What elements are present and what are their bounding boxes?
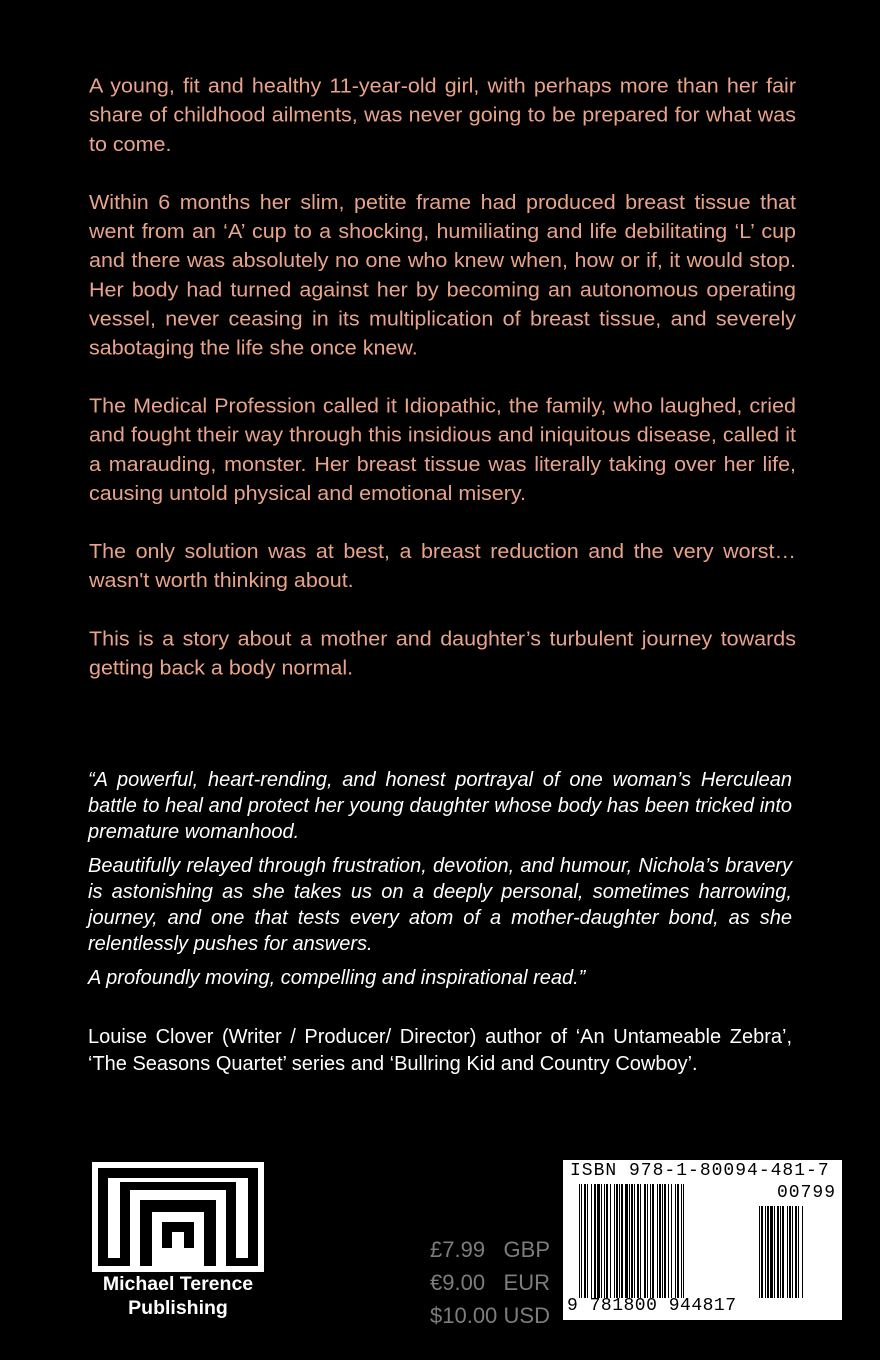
barcode-bar (664, 1184, 666, 1298)
review-paragraph: Beautifully relayed through frustration, devotion, and humour, Nichola’s bravery is astonishing as she takes us on a deeply personal, sometimes harrowing, journey, and one that tests every atom of a mother-daughter bond, as she relentlessly pushes for answers. (88, 855, 792, 955)
ean-digits: 9 781800 944817 (567, 1296, 737, 1316)
price-amount: £7.99 (430, 1237, 486, 1262)
blurb-paragraph: The Medical Profession called it Idiopathic, the family, who laughed, cried and fought their way through this insidious and iniquitous disease, called it a marauding, monster. Her breast tissue was literally taking over her life, causing untold physical and emotional misery. (89, 394, 796, 505)
price-amount: €9.00 (430, 1270, 486, 1295)
barcode-bar (759, 1206, 760, 1298)
barcode-bar (668, 1184, 669, 1298)
barcode-bar (789, 1206, 791, 1298)
barcode-bar (787, 1206, 788, 1298)
publisher-logo-icon (92, 1162, 264, 1272)
barcode-bar (616, 1184, 618, 1298)
barcode-bar (650, 1184, 651, 1298)
review-paragraph: A profoundly moving, compelling and inspirational read.” (88, 967, 586, 989)
publisher-name-line: Publishing (128, 1297, 228, 1319)
blurb-section (89, 72, 796, 712)
barcode-bar (601, 1184, 602, 1298)
barcode-bar (597, 1184, 600, 1298)
barcode-bar (647, 1184, 648, 1298)
barcode-bar (792, 1206, 793, 1298)
review-quote (88, 767, 792, 999)
barcode-addon-bars-icon (759, 1206, 835, 1298)
price-row (430, 1299, 550, 1332)
barcode-bar (677, 1184, 679, 1298)
review-paragraph: “A powerful, heart-rending, and honest portrayal of one woman’s Herculean battle to heal and protect her young daughter whose body has been tricked into premature womanhood. (88, 769, 792, 843)
barcode-price-code: 00799 (776, 1183, 836, 1203)
price-currency: GBP (503, 1237, 550, 1262)
barcode-bar (675, 1184, 676, 1298)
barcode-bar (777, 1206, 779, 1298)
barcode-bar (644, 1184, 646, 1298)
barcode-bar (640, 1184, 641, 1298)
price-currency: USD (503, 1303, 550, 1328)
barcode-bar (761, 1206, 763, 1298)
barcode-bar (584, 1184, 586, 1298)
barcode-bar (765, 1206, 766, 1298)
price-list (430, 1233, 550, 1332)
barcode-bar (579, 1184, 580, 1298)
barcode-bar (798, 1206, 799, 1298)
publisher-name (80, 1272, 276, 1320)
barcode-bar (610, 1184, 611, 1298)
barcode-bar (619, 1184, 620, 1298)
price-row (430, 1233, 550, 1266)
blurb-paragraph: Within 6 months her slim, petite frame had produced breast tissue that went from an ‘A’ cup to a shocking, humiliating and life debilitating ‘L’ cup and there was absolutely no one who knew when, how or if, it would stop. Her body had turned against her by becoming an autonomous operating vessel, never ceasing in its multiplication of breast tissue, and severely sabotaging the life she once knew. (89, 191, 796, 360)
blurb-paragraph: A young, fit and healthy 11-year-old girl, with perhaps more than her fair share of childhood ailments, was never going to be prepared for what was to come. (89, 74, 796, 156)
barcode-bar (774, 1206, 775, 1298)
barcode-bar (604, 1184, 605, 1298)
barcode-bar (594, 1184, 596, 1298)
barcode-bar (591, 1184, 592, 1298)
price-currency: EUR (503, 1270, 550, 1295)
isbn-label: ISBN 978-1-80094-481-7 (570, 1161, 830, 1181)
price-row (430, 1266, 550, 1299)
barcode-bar (795, 1206, 797, 1298)
barcode-bar (652, 1184, 654, 1298)
barcode-bar (581, 1184, 582, 1298)
barcode-bar (634, 1184, 635, 1298)
barcode-bar (659, 1184, 661, 1298)
blurb-paragraph: This is a story about a mother and daughter’s turbulent journey towards getting back a body normal. (89, 627, 796, 680)
barcode-bar (657, 1184, 658, 1298)
barcode-bar (606, 1184, 608, 1298)
review-attribution: Louise Clover (Writer / Producer/ Director) author of ‘An Untameable Zebra’, ‘The Seasons Quartet’ series and ‘Bullring Kid and Country Cowboy’. (88, 1026, 792, 1075)
barcode-bar (621, 1184, 623, 1298)
barcode-bar (662, 1184, 663, 1298)
barcode-bar (671, 1184, 672, 1298)
barcode-bar (767, 1206, 769, 1298)
price-amount: $10.00 (430, 1303, 498, 1328)
barcode-bar (782, 1206, 784, 1298)
barcode-bar (587, 1184, 588, 1298)
barcode-bar (614, 1184, 615, 1298)
barcode-bar (802, 1206, 803, 1298)
barcode-bar (770, 1206, 773, 1298)
barcode-bar (637, 1184, 639, 1298)
barcode-bar (629, 1184, 630, 1298)
barcode-bar (631, 1184, 633, 1298)
barcode-bar (780, 1206, 781, 1298)
barcode-bar (681, 1184, 682, 1298)
isbn-barcode (563, 1160, 842, 1320)
publisher-name-line: Michael Terence (102, 1273, 254, 1295)
barcode-bar (625, 1184, 628, 1298)
barcode-bar (683, 1184, 684, 1298)
blurb-paragraph: The only solution was at best, a breast reduction and the very worst… wasn't worth thinking about. (89, 540, 796, 592)
barcode-bars-icon (579, 1184, 751, 1298)
